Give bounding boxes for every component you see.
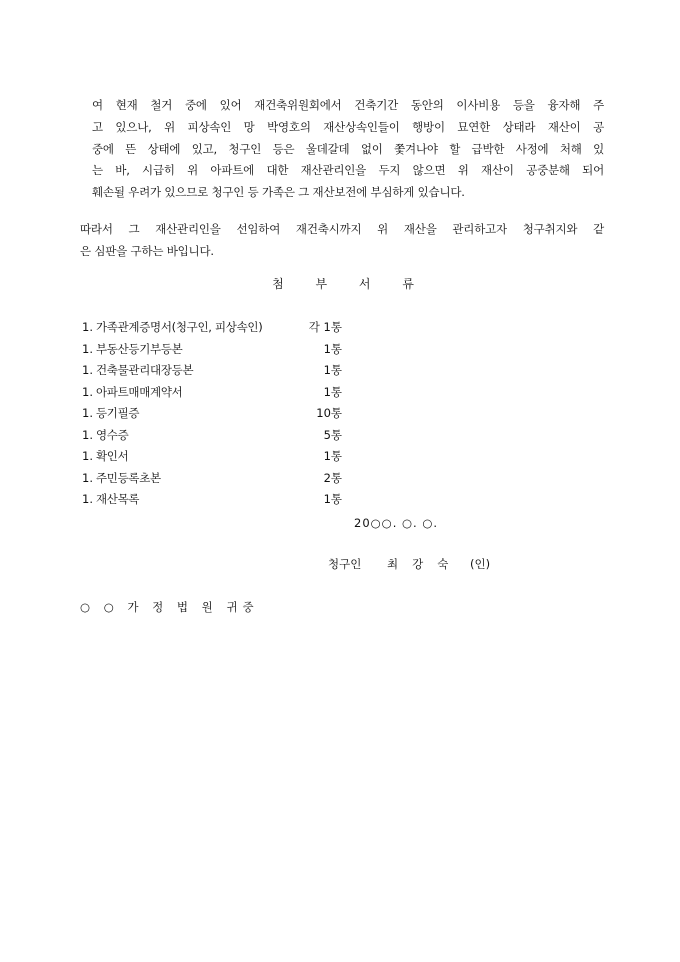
body-paragraph-1 [92,95,604,204]
attachment-name: 재산목록 [96,492,140,506]
body-paragraph-2 [80,219,604,263]
attachment-quantity: 1통 [323,449,342,463]
paragraph-line: 훼손될 우려가 있으므로 청구인 등 가족은 그 재산보전에 부심하게 있습니다. [92,185,465,200]
attachment-number: 1. [82,363,93,377]
attachment-number: 1. [82,320,93,334]
attachment-name: 영수증 [96,427,129,442]
attachment-number: 1. [82,384,93,399]
attachment-quantity: 각 1통 [308,320,342,334]
attachment-quantity: 1통 [323,384,342,399]
attachment-name: 주민등록초본 [96,470,161,485]
paragraph-line: 은 심판을 구하는 바입니다. [80,243,214,258]
attachment-name: 건축물관리대장등본 [96,363,194,377]
attachment-item [82,468,352,490]
attachment-number: 1. [82,341,93,356]
attachment-name: 아파트매매계약서 [96,384,183,399]
signer-name: 최강숙 [386,557,463,571]
attachment-quantity: 1통 [323,492,342,506]
attachment-quantity: 10통 [316,406,342,420]
paragraph-line: 고 있으나, 위 피상속인 망 박영호의 재산상속인들이 행방이 묘연한 상태라 재산이 공 [92,119,604,134]
attachment-item [82,317,352,339]
paragraph-line: 중에 뜬 상태에 있고, 청구인 등은 울데갈데 없이 쫓겨나야 할 급박한 사정에 처해 있 [92,141,604,156]
paragraph-line: 여 현재 철거 중에 있어 재건축위원회에서 건축기간 동안의 이사비용 등을 융자해 주 [92,98,604,112]
signer-role: 청구인 [328,557,362,571]
signature-line [328,556,490,572]
attachment-number: 1. [82,427,93,442]
paragraph-line: 는 바, 시급히 위 아파트에 대한 재산관리인을 두지 않으면 위 재산이 공중분해 되어 [92,163,604,178]
seal-mark: (인) [469,557,491,571]
attachment-item [82,360,352,382]
attachment-item [82,403,352,425]
attachment-item [82,446,352,468]
attachment-item [82,382,352,404]
attachment-item [82,489,352,511]
attachment-number: 1. [82,492,93,506]
attachment-quantity: 5통 [323,427,342,442]
attachment-name: 가족관계증명서(청구인, 피상속인) [96,320,263,334]
attachment-number: 1. [82,449,93,463]
court-addressee: ○ ○ 가 정 법 원 귀중 [80,600,259,614]
attachment-item [82,425,352,447]
attachment-quantity: 2통 [323,470,342,485]
attachment-number: 1. [82,406,93,420]
attachment-name: 부동산등기부등본 [96,341,183,356]
attachment-item [82,339,352,361]
attachment-number: 1. [82,470,93,485]
attachments-heading: 첨 부 서 류 [272,277,428,291]
attachment-name: 확인서 [96,449,129,463]
attachment-quantity: 1통 [323,363,342,377]
filing-date: 20○○. ○. ○. [354,516,439,530]
attachments-list [82,317,352,511]
attachment-name: 등기필증 [96,406,140,420]
attachment-quantity: 1통 [323,341,342,356]
paragraph-line: 따라서 그 재산관리인을 선임하여 재건축시까지 위 재산을 관리하고자 청구취지와 같 [80,222,604,236]
